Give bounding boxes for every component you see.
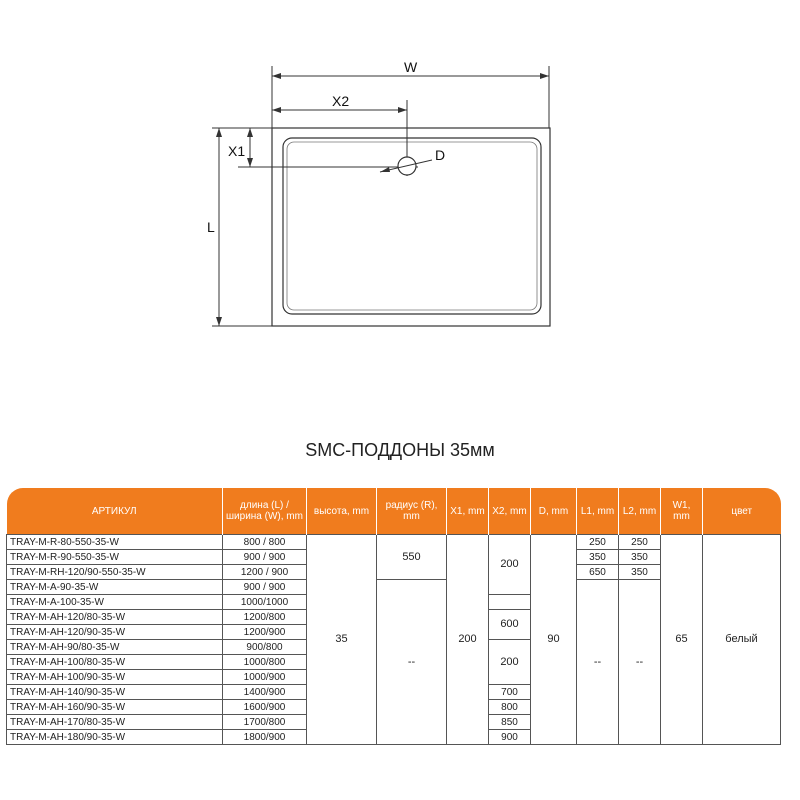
l2-cell: 350 [619,550,661,565]
x2-cell: 900 [489,730,531,745]
page-title: SMC-ПОДДОНЫ 35мм [305,440,495,460]
header-x2: X2, mm [489,488,531,535]
size-cell: 1200/900 [223,625,307,640]
header-l2: L2, mm [619,488,661,535]
l1-cell-rest: -- [577,580,619,745]
l2-cell: 250 [619,535,661,550]
l-label: L [207,219,215,235]
article-cell: TRAY-M-AH-120/90-35-W [7,625,223,640]
l2-cell-rest: -- [619,580,661,745]
header-d: D, mm [531,488,577,535]
size-cell: 1000/1000 [223,595,307,610]
x2-cell: 800 [489,700,531,715]
w1-cell: 65 [661,535,703,745]
x2-cell-a: 200 [489,535,531,595]
article-cell: TRAY-M-RH-120/90-550-35-W [7,565,223,580]
x1-arrow-top [247,128,253,137]
article-cell: TRAY-M-A-90-35-W [7,580,223,595]
x2-arrow-right [398,107,407,113]
x2-cell: 700 [489,685,531,700]
article-cell: TRAY-M-A-100-35-W [7,595,223,610]
article-cell: TRAY-M-AH-160/90-35-W [7,700,223,715]
article-cell: TRAY-M-AH-170/80-35-W [7,715,223,730]
size-cell: 1600/900 [223,700,307,715]
size-cell: 1400/900 [223,685,307,700]
article-cell: TRAY-M-AH-90/80-35-W [7,640,223,655]
x2-arrow-left [272,107,281,113]
l-arrow-bottom [216,317,222,326]
size-cell: 1000/800 [223,655,307,670]
color-cell: белый [703,535,781,745]
header-article: АРТИКУЛ [7,488,223,535]
header-l1: L1, mm [577,488,619,535]
size-cell: 1700/800 [223,715,307,730]
size-cell: 1800/900 [223,730,307,745]
table-header-row [7,488,781,535]
header-color: цвет [703,488,781,535]
x1-arrow-bottom [247,158,253,167]
x2-cell-c: 200 [489,640,531,685]
article-cell: TRAY-M-AH-100/90-35-W [7,670,223,685]
l-arrow-top [216,128,222,137]
size-cell: 1200 / 900 [223,565,307,580]
size-cell: 900/800 [223,640,307,655]
x2-label: X2 [332,93,350,109]
x2-cell-blank [489,595,531,610]
header-height: высота, mm [307,488,377,535]
article-cell: TRAY-M-AH-180/90-35-W [7,730,223,745]
article-cell: TRAY-M-R-90-550-35-W [7,550,223,565]
size-cell: 900 / 900 [223,550,307,565]
header-x1: X1, mm [447,488,489,535]
x2-cell: 850 [489,715,531,730]
header-size: длина (L) / ширина (W), mm [223,488,307,535]
d-cell: 90 [531,535,577,745]
header-radius: радиус (R), mm [377,488,447,535]
l2-cell: 350 [619,565,661,580]
x2-cell-b: 600 [489,610,531,640]
header-w1: W1, mm [661,488,703,535]
spec-table [6,488,781,745]
w-arrow-left [272,73,281,79]
table-row [7,535,781,550]
radius-cell-a: 550 [377,535,447,580]
l1-cell: 250 [577,535,619,550]
article-cell: TRAY-M-AH-100/80-35-W [7,655,223,670]
article-cell: TRAY-M-AH-140/90-35-W [7,685,223,700]
size-cell: 900 / 900 [223,580,307,595]
radius-cell-b: -- [377,580,447,745]
article-cell: TRAY-M-AH-120/80-35-W [7,610,223,625]
size-cell: 800 / 800 [223,535,307,550]
x1-cell: 200 [447,535,489,745]
size-cell: 1200/800 [223,610,307,625]
x1-label: X1 [228,143,246,159]
l1-cell: 650 [577,565,619,580]
height-cell: 35 [307,535,377,745]
d-label: D [435,147,446,163]
w-arrow-right [540,73,549,79]
w-label: W [404,59,418,75]
size-cell: 1000/900 [223,670,307,685]
article-cell: TRAY-M-R-80-550-35-W [7,535,223,550]
l1-cell: 350 [577,550,619,565]
